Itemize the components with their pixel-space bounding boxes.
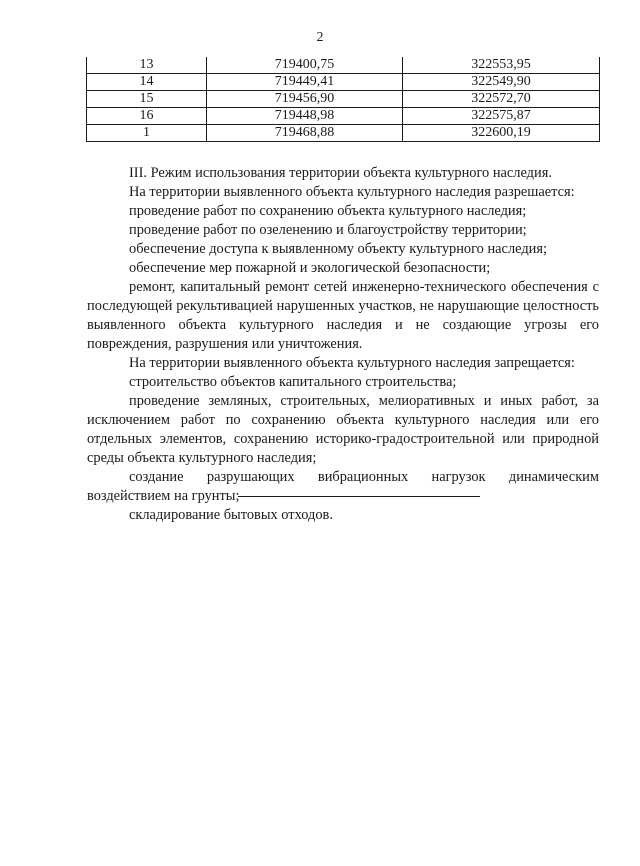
y-coordinate-cell: 322549,90 <box>403 74 600 91</box>
table-row <box>87 57 600 74</box>
table-row <box>87 91 600 108</box>
section-heading: III. Режим использования территории объекта культурного наследия. <box>129 165 552 181</box>
allowed-intro: На территории выявленного объекта культурного наследия разрешается: <box>129 184 575 200</box>
page-number: 2 <box>316 30 324 45</box>
point-number-cell: 16 <box>87 108 207 125</box>
allowed-item: обеспечение доступа к выявленному объекту культурного наследия; <box>129 241 547 257</box>
point-number-cell: 15 <box>87 91 207 108</box>
coordinates-table <box>86 57 600 142</box>
point-number-cell: 13 <box>87 57 207 74</box>
allowed-item: проведение работ по сохранению объекта культурного наследия; <box>129 203 527 219</box>
table-row <box>87 108 600 125</box>
forbidden-item: складирование бытовых отходов. <box>129 507 333 523</box>
table-row <box>87 125 600 142</box>
y-coordinate-cell: 322572,70 <box>403 91 600 108</box>
forbidden-item: проведение земляных, строительных, мелиоративных и иных работ, за исключением работ по сохранению объекта культурного наследия или его отдельных элементов, сохранению историко-градостроительной или природной среды объекта культурного наследия; <box>87 393 599 466</box>
x-coordinate-cell: 719468,88 <box>207 125 403 142</box>
point-number-cell: 14 <box>87 74 207 91</box>
point-number-cell: 1 <box>87 125 207 142</box>
forbidden-item: создание разрушающих вибрационных нагрузок динамическим воздействием на грунты; <box>87 469 599 504</box>
allowed-item: обеспечение мер пожарной и экологической безопасности; <box>129 260 491 276</box>
x-coordinate-cell: 719456,90 <box>207 91 403 108</box>
y-coordinate-cell: 322553,95 <box>403 57 600 74</box>
x-coordinate-cell: 719400,75 <box>207 57 403 74</box>
forbidden-item: строительство объектов капитального строительства; <box>129 374 457 390</box>
y-coordinate-cell: 322575,87 <box>403 108 600 125</box>
table-row <box>87 74 600 91</box>
allowed-item: проведение работ по озеленению и благоустройству территории; <box>129 222 527 238</box>
allowed-item: ремонт, капитальный ремонт сетей инженерно-технического обеспечения с последующей рекультивацией нарушенных участков, не нарушающие целостность выявленного объекта культурного наследия и не создающие угрозы его повреждения, разрушения или уничтожения. <box>87 279 599 352</box>
forbidden-intro: На территории выявленного объекта культурного наследия запрещается: <box>129 355 575 371</box>
closing-rule <box>238 496 480 497</box>
x-coordinate-cell: 719448,98 <box>207 108 403 125</box>
y-coordinate-cell: 322600,19 <box>403 125 600 142</box>
x-coordinate-cell: 719449,41 <box>207 74 403 91</box>
regime-section <box>87 164 599 525</box>
